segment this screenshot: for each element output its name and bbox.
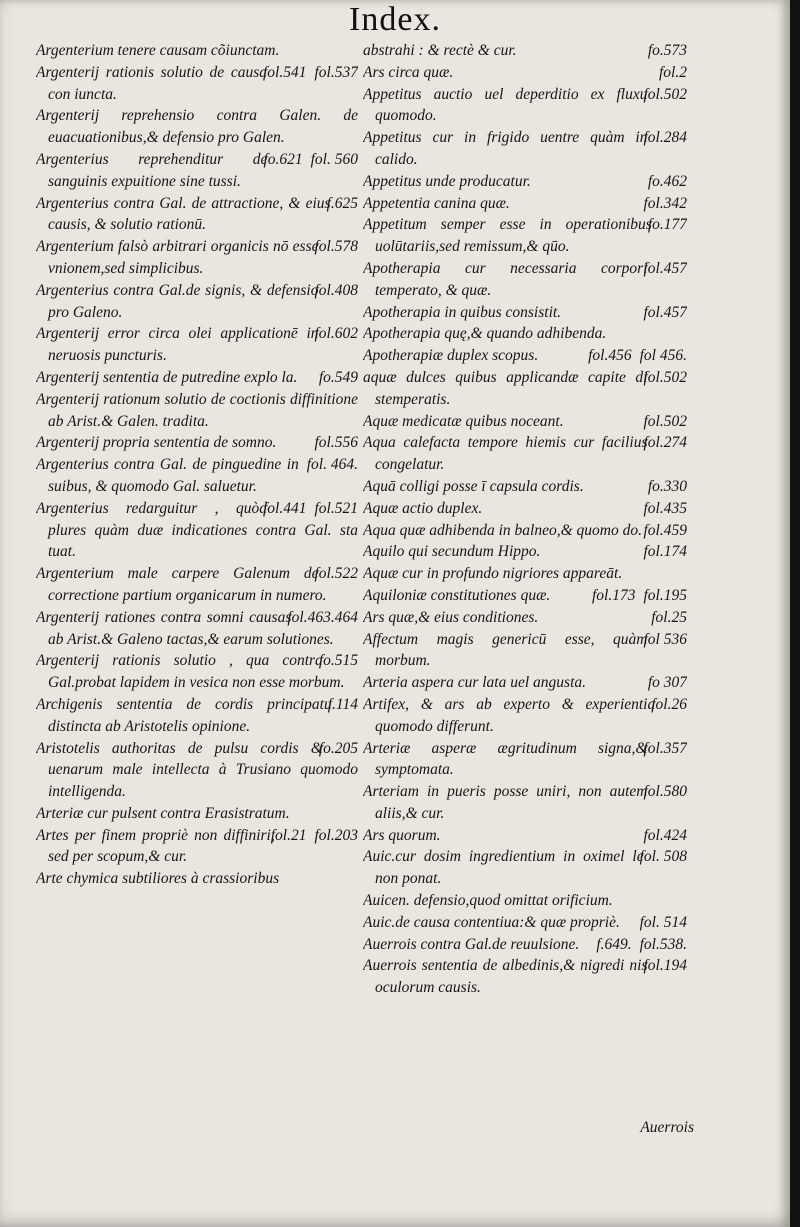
folio-reference: fol.21	[270, 826, 307, 844]
entry-text: Arteriam in pueris posse uniri, non autem aliis,& cur.	[363, 783, 648, 822]
folio-reference: fol.521	[314, 499, 358, 517]
index-entry	[363, 890, 687, 912]
folio-reference: fol.2	[659, 63, 687, 81]
entry-text: Aquilo qui secundum Hippo.	[363, 543, 541, 561]
entry-text: Auerrois sententia de albedinis,& nigredi nis oculorum causis.	[363, 957, 648, 997]
index-entry	[36, 803, 358, 825]
entry-text: Argenterius contra Gal. de pinguedine in suibus, & quomodo Gal. saluetur.	[36, 456, 299, 495]
folio-reference: fol.463.464	[287, 608, 358, 626]
entry-text: Auic.de causa contentiua:& quæ propriè.	[363, 913, 620, 931]
index-entry	[36, 389, 358, 433]
folio-reference: fo.621	[263, 150, 303, 168]
entry-text: Appetitus auctio uel deperditio ex fluxu quomodo.	[363, 85, 648, 125]
entry-text: Argenterium tenere causam cõiunctam.	[36, 42, 280, 59]
index-entry	[363, 171, 687, 193]
entry-text: Argenterius contra Gal. de attractione, & eius causis, & solutio rationū.	[36, 194, 331, 234]
entry-text: Artes per finem propriè non diffiniri, sed per scopum,& cur.	[36, 826, 275, 866]
index-entry	[36, 868, 358, 890]
index-entry	[363, 694, 687, 738]
entry-text: Argenterium falsò arbitrari organicis nō esse vnionem,sed simplicibus.	[36, 238, 319, 277]
index-entry	[363, 629, 687, 673]
index-entry	[36, 367, 358, 389]
entry-text: Artifex, & ars ab experto & experientia quomodo differunt.	[363, 695, 656, 735]
entry-text: Aquā colligi posse ī capsula cordis.	[363, 477, 584, 495]
folio-reference: fol. 514	[639, 913, 687, 931]
index-entry	[363, 738, 687, 782]
entry-text: Archigenis sententia de cordis principatu distincta ab Aristotelis opinione.	[36, 695, 332, 735]
entry-text: Auicen. defensio,quod omittat orificium.	[363, 892, 613, 910]
entry-text: Arte chymica subtiliores à crassioribus	[36, 870, 280, 888]
folio-reference: fol.284	[643, 129, 687, 147]
entry-text: Apotherapia cur necessaria corpori temperato, & quæ.	[363, 259, 648, 299]
index-entry	[363, 127, 687, 171]
index-entry	[36, 280, 358, 324]
index-entry	[36, 607, 358, 651]
folio-reference: fol.502	[643, 412, 687, 430]
folio-reference: fol.424	[643, 826, 687, 844]
folio-reference: fol.556	[314, 434, 358, 452]
entry-text: Argenterius contra Gal.de signis, & defensio pro Galeno.	[36, 281, 319, 321]
index-entry	[363, 367, 687, 411]
entry-text: Argenterius reprehenditur de sanguinis expuitione sine tussi.	[36, 150, 268, 190]
entry-text: Argenterij error circa olei applicationē in neruosis puncturis.	[36, 325, 319, 365]
entry-text: Argenterij rationum solutio de coctionis diffinitione ab Arist.& Galen. tradita.	[36, 390, 358, 430]
folio-reference: fo.462	[647, 172, 687, 190]
entry-text: Arteriæ cur pulsent contra Erasistratum.	[36, 804, 290, 822]
entry-text: Appetentia canina quæ.	[363, 194, 510, 212]
folio-reference: fol.26	[651, 695, 687, 713]
entry-text: Apotherapiæ duplex scopus.	[363, 347, 539, 365]
index-entry	[363, 302, 687, 324]
entry-text: Apotherapia quę,& quando adhibenda.	[363, 325, 607, 343]
entry-text: Arteria aspera cur lata uel angusta.	[363, 674, 587, 692]
entry-text: Aqua quæ adhibenda in balneo,& quomo do.	[363, 521, 642, 539]
folio-reference: fol.502	[643, 368, 687, 386]
folio-reference: fo.573	[647, 42, 687, 59]
folio-reference: fol.408	[314, 281, 358, 299]
folio-reference: fo.205	[318, 739, 358, 757]
entry-text: Argenterij rationes contra somni causas ab Arist.& Galeno tactas,& earum solutiones.	[36, 608, 334, 648]
index-entry	[363, 781, 687, 825]
entry-text: Ars quæ,& eius conditiones.	[363, 608, 539, 626]
index-entry	[363, 193, 687, 215]
folio-reference: fol. 508	[639, 848, 687, 866]
index-entry	[363, 672, 687, 694]
right-index-column	[363, 40, 687, 1160]
entry-text: abstrahi : & rectè & cur.	[363, 42, 517, 59]
entry-text: Argenterij rationis solutio , qua contra Gal.probat lapidem in vesica non esse morbum.	[36, 652, 345, 692]
folio-reference: fo.515	[318, 652, 358, 670]
entry-text: Appetitum semper esse in operationibus uolūtariis,sed remissum,& qūo.	[363, 216, 652, 256]
left-index-column	[36, 40, 358, 1160]
index-entry	[363, 498, 687, 520]
entry-text: Aquæ medicatæ quibus noceant.	[363, 412, 564, 430]
entry-text: Aquæ actio duplex.	[363, 499, 483, 517]
page-title: Index.	[349, 1, 441, 38]
page-edge-shadow	[790, 0, 800, 1227]
index-entry	[36, 563, 358, 607]
folio-reference: fol.274	[643, 434, 687, 452]
folio-reference: fol 456.	[639, 347, 687, 365]
folio-reference: f.114	[327, 695, 358, 713]
folio-reference: fol 536	[643, 630, 687, 648]
folio-reference: fol.457	[643, 303, 687, 321]
folio-reference: fol.602	[314, 325, 358, 343]
entry-text: Ars circa quæ.	[363, 63, 454, 81]
folio-reference: fol.25	[651, 608, 687, 626]
index-entry	[36, 193, 358, 237]
index-entry	[363, 323, 687, 345]
entry-text: Aqua calefacta tempore hiemis cur facilius congelatur.	[363, 434, 648, 474]
index-entry	[36, 236, 358, 280]
folio-reference: fo.177	[647, 216, 687, 234]
entry-text: Aquiloniæ constitutiones quæ.	[363, 586, 551, 604]
folio-reference: fol.457	[643, 259, 687, 277]
entry-text: Appetitus cur in frigido uentre quàm in calido.	[363, 129, 648, 168]
index-entry	[363, 563, 687, 585]
entry-text: Arteriæ asperæ ægritudinum signa,& symptomata.	[363, 739, 648, 779]
folio-reference: fo.330	[647, 477, 687, 495]
folio-reference: fol.522	[314, 565, 358, 583]
folio-reference: fol.195	[643, 586, 687, 604]
folio-reference: fo 307	[647, 674, 687, 692]
folio-reference: fol.173	[592, 586, 636, 604]
entry-text: Appetitus unde producatur.	[363, 172, 531, 190]
folio-reference: fol.203	[314, 826, 358, 844]
entry-text: Argenterij propria sententia de somno.	[36, 434, 277, 452]
entry-text: Argenterium male carpere Galenum de correctione partium organicarum in numero.	[36, 565, 327, 604]
entry-text: Affectum magis genericū esse, quàm morbum.	[363, 630, 648, 670]
index-entry	[36, 40, 358, 62]
entry-text: Apotherapia in quibus consistit.	[363, 303, 562, 321]
folio-reference: fol.441	[263, 499, 307, 517]
folio-reference: fol.502	[643, 85, 687, 103]
folio-reference: fol.578	[314, 238, 358, 256]
folio-reference: fol.459	[643, 521, 687, 539]
folio-reference: fol. 560	[310, 150, 358, 168]
index-entry	[363, 825, 687, 847]
folio-reference: f.625	[326, 194, 358, 212]
folio-reference: fol.174	[643, 543, 687, 561]
entry-text: Auerrois contra Gal.de reuulsione.	[363, 935, 580, 953]
folio-reference: fol.456	[588, 347, 632, 365]
folio-reference: fol. 464.	[306, 456, 358, 474]
folio-reference: fol.537	[314, 63, 358, 81]
catchword: Auerrois	[640, 1119, 694, 1136]
entry-text: Aquæ cur in profundo nigriores appareāt.	[363, 565, 623, 583]
index-entry	[363, 432, 687, 476]
index-entry	[36, 323, 358, 367]
index-entry	[363, 84, 687, 128]
index-entry	[363, 62, 687, 84]
index-entry	[36, 105, 358, 149]
folio-reference: f.649.	[596, 935, 632, 953]
index-entry	[36, 738, 358, 803]
entry-text: Aristotelis authoritas de pulsu cordis & uenarum male intellecta à Trusiano quomodo intelligenda.	[36, 739, 358, 801]
folio-reference: fol.194	[643, 957, 687, 975]
entry-text: Argenterius redarguitur , quòd plures quàm duæ indicationes contra Gal. sta tuat.	[36, 499, 358, 561]
entry-text: Argenterij rationis solutio de causa con iuncta.	[36, 63, 267, 103]
folio-reference: fol.538.	[639, 935, 687, 953]
index-entry	[363, 258, 687, 302]
folio-reference: fol.435	[643, 499, 687, 517]
index-entry	[363, 520, 687, 542]
index-entry	[363, 411, 687, 433]
index-entry	[363, 955, 687, 999]
index-entry	[363, 846, 687, 890]
entry-text: Argenterij sententia de putredine explo la.	[36, 368, 298, 386]
index-entry	[363, 541, 687, 563]
folio-reference: fol.541	[263, 63, 307, 81]
entry-text: aquæ dulces quibus applicandæ capite di stemperatis.	[363, 368, 648, 408]
folio-reference: fo.549	[318, 368, 358, 386]
index-entry	[36, 650, 358, 694]
entry-text: Auic.cur dosim ingredientium in oximel le non ponat.	[363, 848, 644, 888]
index-entry	[363, 607, 687, 629]
index-entry	[36, 694, 358, 738]
index-entry	[363, 214, 687, 258]
index-entry	[363, 40, 687, 62]
entry-text: Ars quorum.	[363, 826, 441, 844]
index-entry	[363, 476, 687, 498]
folio-reference: fol.580	[643, 783, 687, 801]
entry-text: Argenterij reprehensio contra Galen. de euacuationibus,& defensio pro Galen.	[36, 107, 358, 147]
folio-reference: fol.357	[643, 739, 687, 757]
folio-reference: fol.342	[643, 194, 687, 212]
